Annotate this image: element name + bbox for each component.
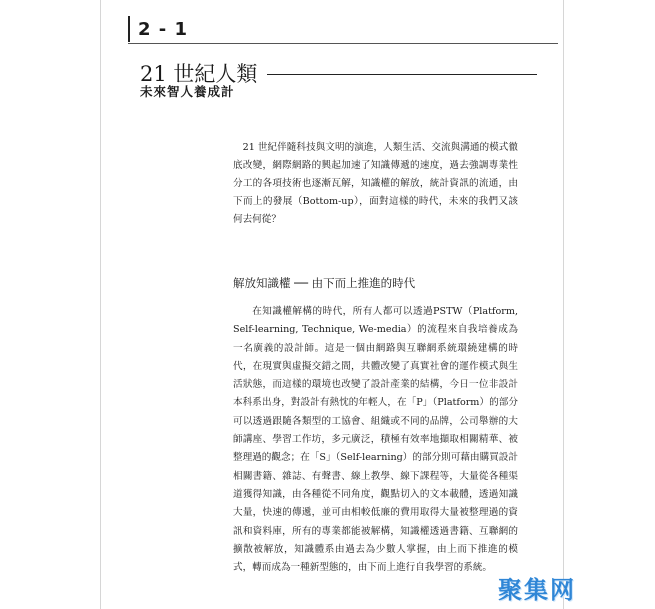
watermark-logo: 聚集网 [498, 576, 576, 604]
section-title: 21 世紀人類 [140, 62, 258, 86]
body-paragraph: 在知識權解構的時代，所有人都可以透過PSTW（Platform, Self-learning, Technique, We-media）的流程來自我培養成為一名廣義的設計師。這是一個由網路與互聯網系統環繞建構的時代，在現實與虛擬交錯之間，共體改變了真實社會的運作模式與生活狀態，而這樣的環境也改變了設計產業的結構，今日一位非設計本科系出身，對設計有熱忱的年輕人，在「P」（Platform）的部分可以透過跟隨各類型的工協會、組織或不同的品牌，公司舉辦的大師講座、學習工作坊，多元廣泛，積極有效率地擷取相關精華、被整理過的觀念；在「S」（Self-learning）的部分則可藉由購買設計相關書籍、雜誌、有聲書、線上教學、線下課程等，大量從各種渠道獲得知識，由各種從不同角度，觀點切入的文本載體，透過知識大量，快速的傳遞，並可由相較低廉的費用取得大量被整理過的資訊和資料庫，所有的專業都能被解構，知識權透過書籍、互聯網的擴散被解放，知識體系由過去為少數人掌握，由上而下推進的模式，轉而成為一種新型態的，由下而上進行自我學習的系統。 [233, 306, 518, 574]
intro-paragraph: 21 世紀伴隨科技與文明的演進，人類生活、交流與溝通的模式徹底改變，網際網路的興起加速了知識傳遞的速度，過去強調專業性分工的各項技術也逐漸瓦解，知識權的解放，統計資訊的流通，由下而上的發展（Bottom-up），面對這樣的時代，未來的我們又該何去何從？ [233, 142, 518, 225]
chapter-divider [128, 43, 558, 44]
title-rule [267, 74, 537, 75]
chapter-number: 2 - 1 [128, 16, 188, 42]
body-block [233, 303, 518, 577]
intro-block [233, 139, 518, 229]
subsection-heading: 解放知識權 ── 由下而上推進的時代 [233, 276, 416, 290]
section-subtitle: 未來智人養成計 [140, 84, 235, 99]
